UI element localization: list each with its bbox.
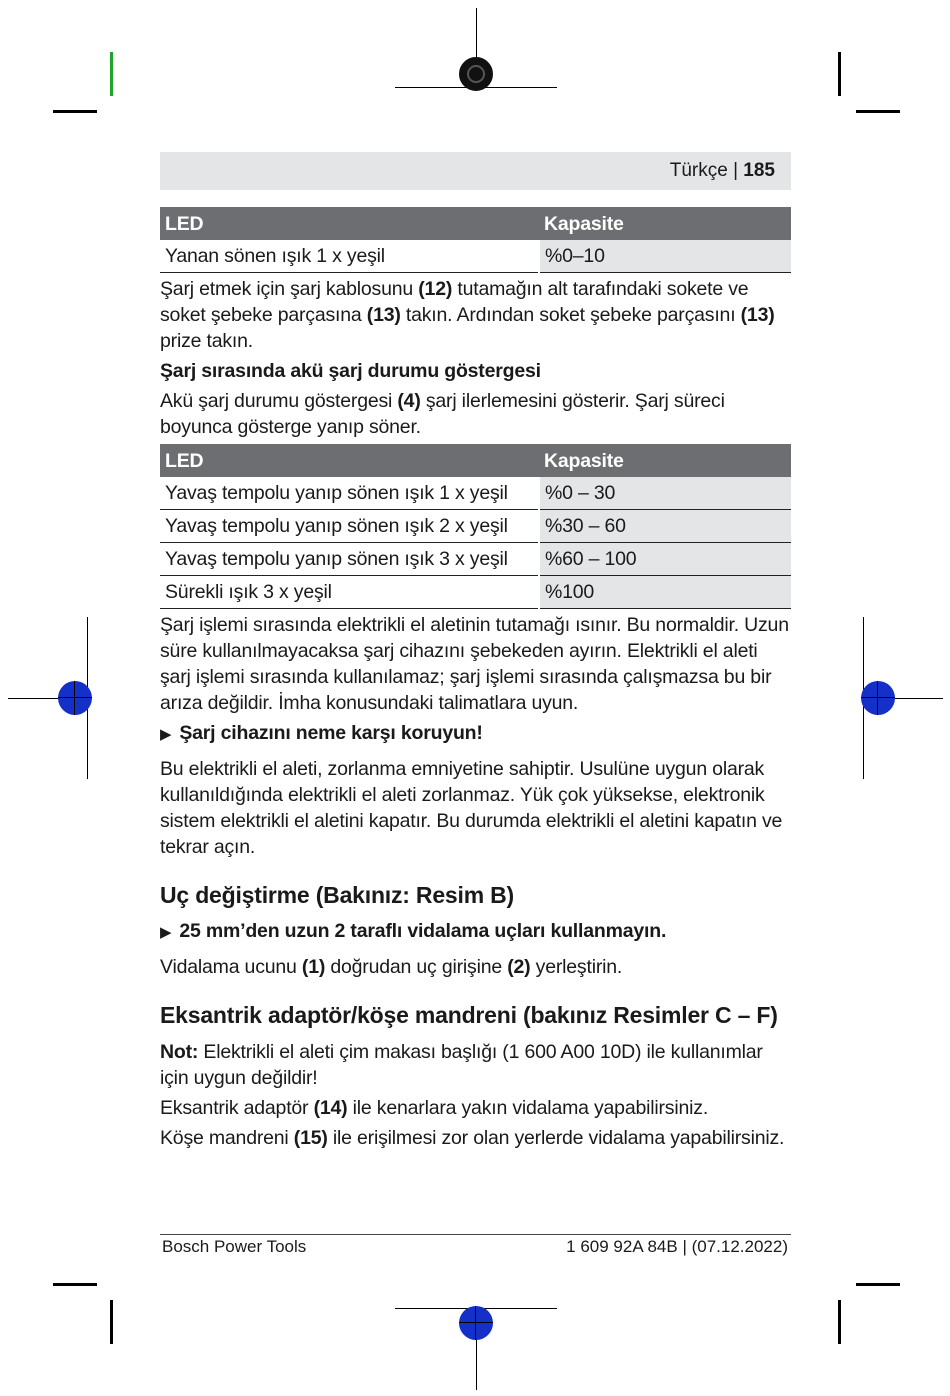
table2-cell-capacity: %0 – 30 xyxy=(539,477,791,510)
ref-number: (2) xyxy=(507,956,531,978)
table1-cell-capacity: %0–10 xyxy=(539,240,791,273)
footer-doc-number: 1 609 92A 84B | (07.12.2022) xyxy=(566,1237,788,1256)
table1-cell-led: Yanan sönen ışık 1 x yeşil xyxy=(160,240,539,273)
top-registration-mark-icon xyxy=(459,57,493,91)
text: Eksantrik adaptör xyxy=(160,1097,314,1119)
table2-cell-led: Yavaş tempolu yanıp sönen ışık 2 x yeşil xyxy=(160,510,539,543)
text: Vidalama ucunu xyxy=(160,956,302,978)
page-header xyxy=(160,152,791,190)
bit-change-heading: Uç değiştirme (Bakınız: Resim B) xyxy=(160,882,515,908)
header-text xyxy=(670,160,775,182)
table2-cell-led: Sürekli ışık 3 x yeşil xyxy=(160,576,539,609)
bit-warning-text: 25 mm’den uzun 2 taraflı vidalama uçları kullanmayın. xyxy=(179,920,667,942)
text: şarj ilerlemesini gösterir. Şarj süreci boyunca gösterge yanıp söner. xyxy=(160,390,725,438)
charging-instructions-paragraph xyxy=(160,276,791,354)
text: prize takın. xyxy=(160,330,253,352)
bottom-left-crop-mark xyxy=(53,1283,97,1286)
moisture-warning-text: Şarj cihazını neme karşı koruyun! xyxy=(179,722,483,744)
note-label: Not: xyxy=(160,1041,199,1063)
bottom-right-vertical-crop-mark xyxy=(838,1300,841,1344)
text: ile kenarlara yakın vidalama yapabilirsiniz. xyxy=(347,1097,709,1119)
text: Elektrikli el aleti çim makası başlığı (1 600 A00 10D) ile kullanımlar için uygun değildir! xyxy=(160,1041,763,1089)
text: doğrudan uç girişine xyxy=(325,956,508,978)
table1-header-capacity: Kapasite xyxy=(539,207,791,240)
charge-indicator-heading: Şarj sırasında akü şarj durumu göstergesi xyxy=(160,360,541,382)
top-right-crop-mark xyxy=(856,110,900,113)
charge-indicator-paragraph xyxy=(160,388,791,440)
footer-divider xyxy=(160,1234,791,1235)
bottom-right-crop-mark xyxy=(856,1283,900,1286)
heat-info-paragraph: Şarj işlemi sırasında elektrikli el aletinin tutamağı ısınır. Bu normaldir. Uzun süre kullanılmayacaksa şarj cihazını şebekeden ayırın. Elektrikli el aleti şarj işlemi sırasında kullanılamaz; şarj işlemi sırasında çalışmazsa bu bir arıza değildir. İmha konusundaki talimatlara uyun. xyxy=(160,614,789,714)
text: Akü şarj durumu göstergesi xyxy=(160,390,398,412)
table2-cell-capacity: %30 – 60 xyxy=(539,510,791,543)
overload-paragraph: Bu elektrikli el aleti, zorlanma emniyetine sahiptir. Usulüne uygun olarak kullanıldığında elektrikli el aleti zorlanmaz. Yük çok yüksekse, elektronik sistem elektrikli el aletini kapatır. Bu durumda elektrikli el aletini kapatın ve tekrar açın. xyxy=(160,758,783,858)
ref-number: (4) xyxy=(397,390,421,412)
header-language: Türkçe xyxy=(669,160,728,181)
top-right-vertical-crop-mark xyxy=(838,52,841,96)
table2-header-capacity: Kapasite xyxy=(539,444,791,477)
note-paragraph xyxy=(160,1039,791,1091)
table1-header-led: LED xyxy=(160,207,539,240)
ref-number: (14) xyxy=(313,1097,348,1119)
text: Köşe mandreni xyxy=(160,1127,294,1149)
bottom-left-vertical-crop-mark xyxy=(110,1300,113,1344)
table-row xyxy=(160,510,791,543)
bullet-triangle-icon: ▶ xyxy=(160,924,172,941)
page-content xyxy=(160,207,791,1151)
ref-number: (1) xyxy=(301,956,326,978)
table-row xyxy=(160,543,791,576)
table2-cell-capacity: %100 xyxy=(539,576,791,609)
table2-cell-led: Yavaş tempolu yanıp sönen ışık 3 x yeşil xyxy=(160,543,539,576)
table-row xyxy=(160,576,791,609)
table-row xyxy=(160,477,791,510)
led-table-discharge xyxy=(160,207,791,273)
text: tutamağın alt tarafındaki sokete ve soket şebeke parçasına xyxy=(160,278,749,326)
page-number: 185 xyxy=(743,160,775,181)
table2-cell-capacity: %60 – 100 xyxy=(539,543,791,576)
footer-brand: Bosch Power Tools xyxy=(162,1237,307,1256)
ref-number: (13) xyxy=(366,304,401,326)
moisture-warning xyxy=(160,720,791,748)
bit-warning xyxy=(160,918,791,946)
bullet-triangle-icon: ▶ xyxy=(160,726,172,743)
table2-header-led: LED xyxy=(160,444,539,477)
text: takın. Ardından soket şebeke parçasını xyxy=(400,304,741,326)
header-separator: | xyxy=(733,160,739,181)
bottom-registration-mark-icon xyxy=(459,1306,493,1340)
top-left-green-crop-mark xyxy=(110,52,113,96)
ref-number: (13) xyxy=(740,304,775,326)
table-row xyxy=(160,240,791,273)
right-registration-mark-icon xyxy=(861,681,895,715)
table2-cell-led: Yavaş tempolu yanıp sönen ışık 1 x yeşil xyxy=(160,477,539,510)
angle-chuck-paragraph xyxy=(160,1125,791,1151)
bit-insert-paragraph xyxy=(160,954,791,980)
text: ile erişilmesi zor olan yerlerde vidalama yapabilirsiniz. xyxy=(327,1127,785,1149)
text: Şarj etmek için şarj kablosunu xyxy=(160,278,419,300)
left-registration-mark-icon xyxy=(58,681,92,715)
led-table-charging xyxy=(160,444,791,609)
ref-number: (12) xyxy=(418,278,453,300)
top-left-crop-mark xyxy=(53,110,97,113)
adapter-heading: Eksantrik adaptör/köşe mandreni (bakınız Resimler C – F) xyxy=(160,1002,778,1028)
ref-number: (15) xyxy=(293,1127,328,1149)
text: yerleştirin. xyxy=(530,956,623,978)
eccentric-adapter-paragraph xyxy=(160,1095,791,1121)
